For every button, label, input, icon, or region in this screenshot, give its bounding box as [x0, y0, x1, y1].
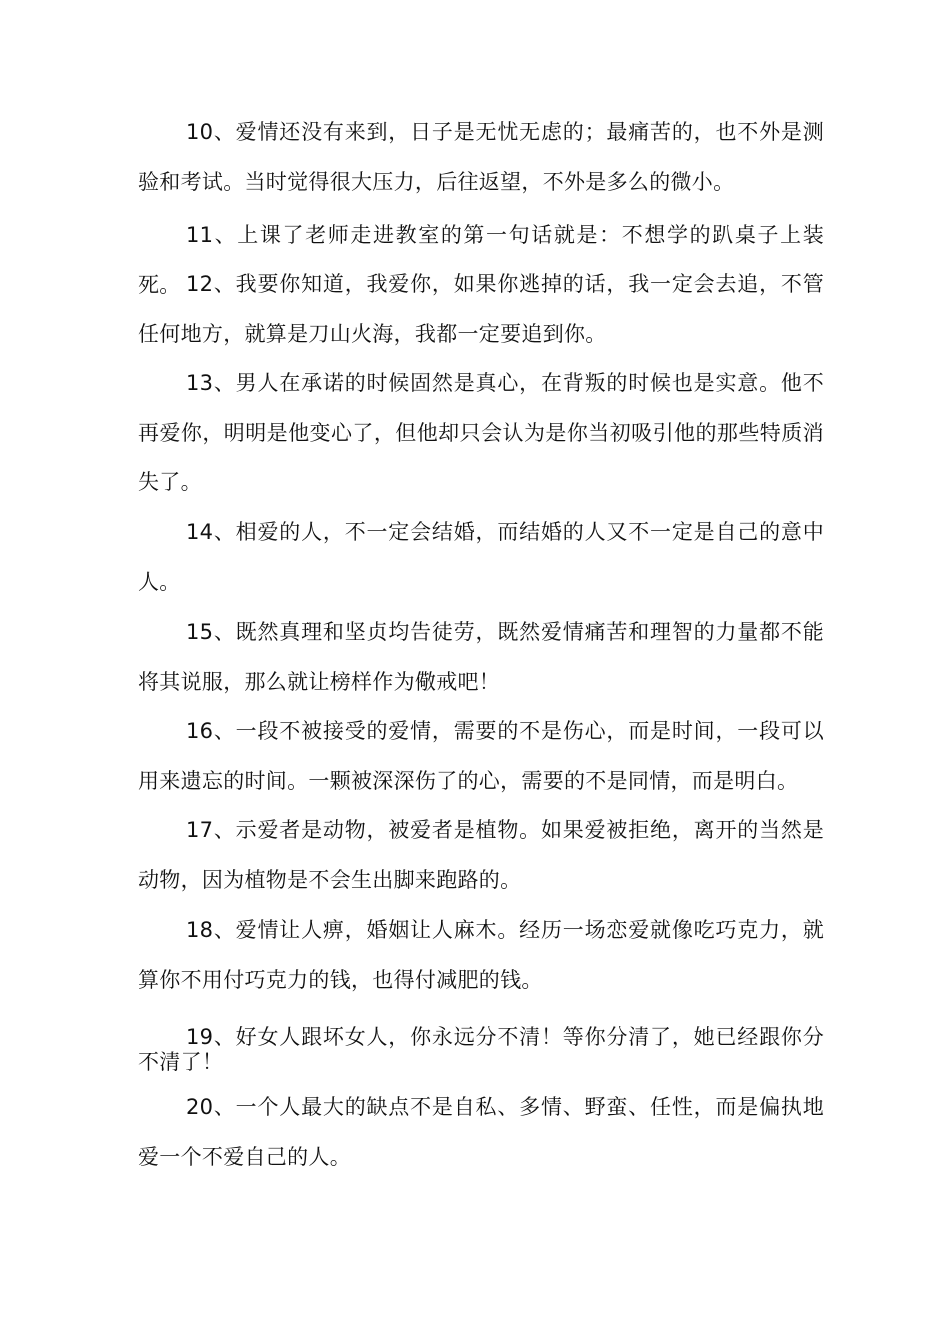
paragraph-17: 17、示爱者是动物，被爱者是植物。如果爱被拒绝，离开的当然是动物，因为植物是不会生出脚来跑路的。: [138, 818, 824, 892]
paragraph-12: 12、我要你知道，我爱你，如果你逃掉的话，我一定会去追，不管任何地方，就算是刀山火海，我都一定要追到你。: [138, 272, 824, 346]
paragraph-20: 20、一个人最大的缺点不是自私、多情、野蛮、任性，而是偏执地爱一个不爱自己的人。: [138, 1095, 824, 1169]
paragraph-13: 13、男人在承诺的时候固然是真心，在背叛的时候也是实意。他不再爱你，明明是他变心了，但他却只会认为是你当初吸引他的那些特质消失了。: [138, 371, 824, 494]
paragraph-15: 15、既然真理和坚贞均告徒劳，既然爱情痛苦和理智的力量都不能将其说服，那么就让榜样作为儆戒吧！: [138, 620, 824, 694]
paragraph-19: 19、好女人跟坏女人，你永远分不清！等你分清了，她已经跟你分不清了！: [138, 1025, 824, 1074]
paragraph-16: 16、一段不被接受的爱情，需要的不是伤心，而是时间，一段可以用来遗忘的时间。一颗被深深伤了的心，需要的不是同情，而是明白。: [138, 719, 824, 793]
paragraph-18: 18、爱情让人痹，婚姻让人麻木。经历一场恋爱就像吃巧克力，就算你不用付巧克力的钱，也得付减肥的钱。: [138, 918, 824, 992]
paragraph-10: 10、爱情还没有来到，日子是无忧无虑的；最痛苦的，也不外是测验和考试。当时觉得很大压力，后往返望，不外是多么的微小。: [138, 120, 824, 194]
paragraph-14: 14、相爱的人，不一定会结婚，而结婚的人又不一定是自己的意中人。: [138, 520, 824, 594]
paragraph-11: 11、上课了老师走进教室的第一句话就是：不想学的趴桌子上装死。: [138, 223, 824, 297]
